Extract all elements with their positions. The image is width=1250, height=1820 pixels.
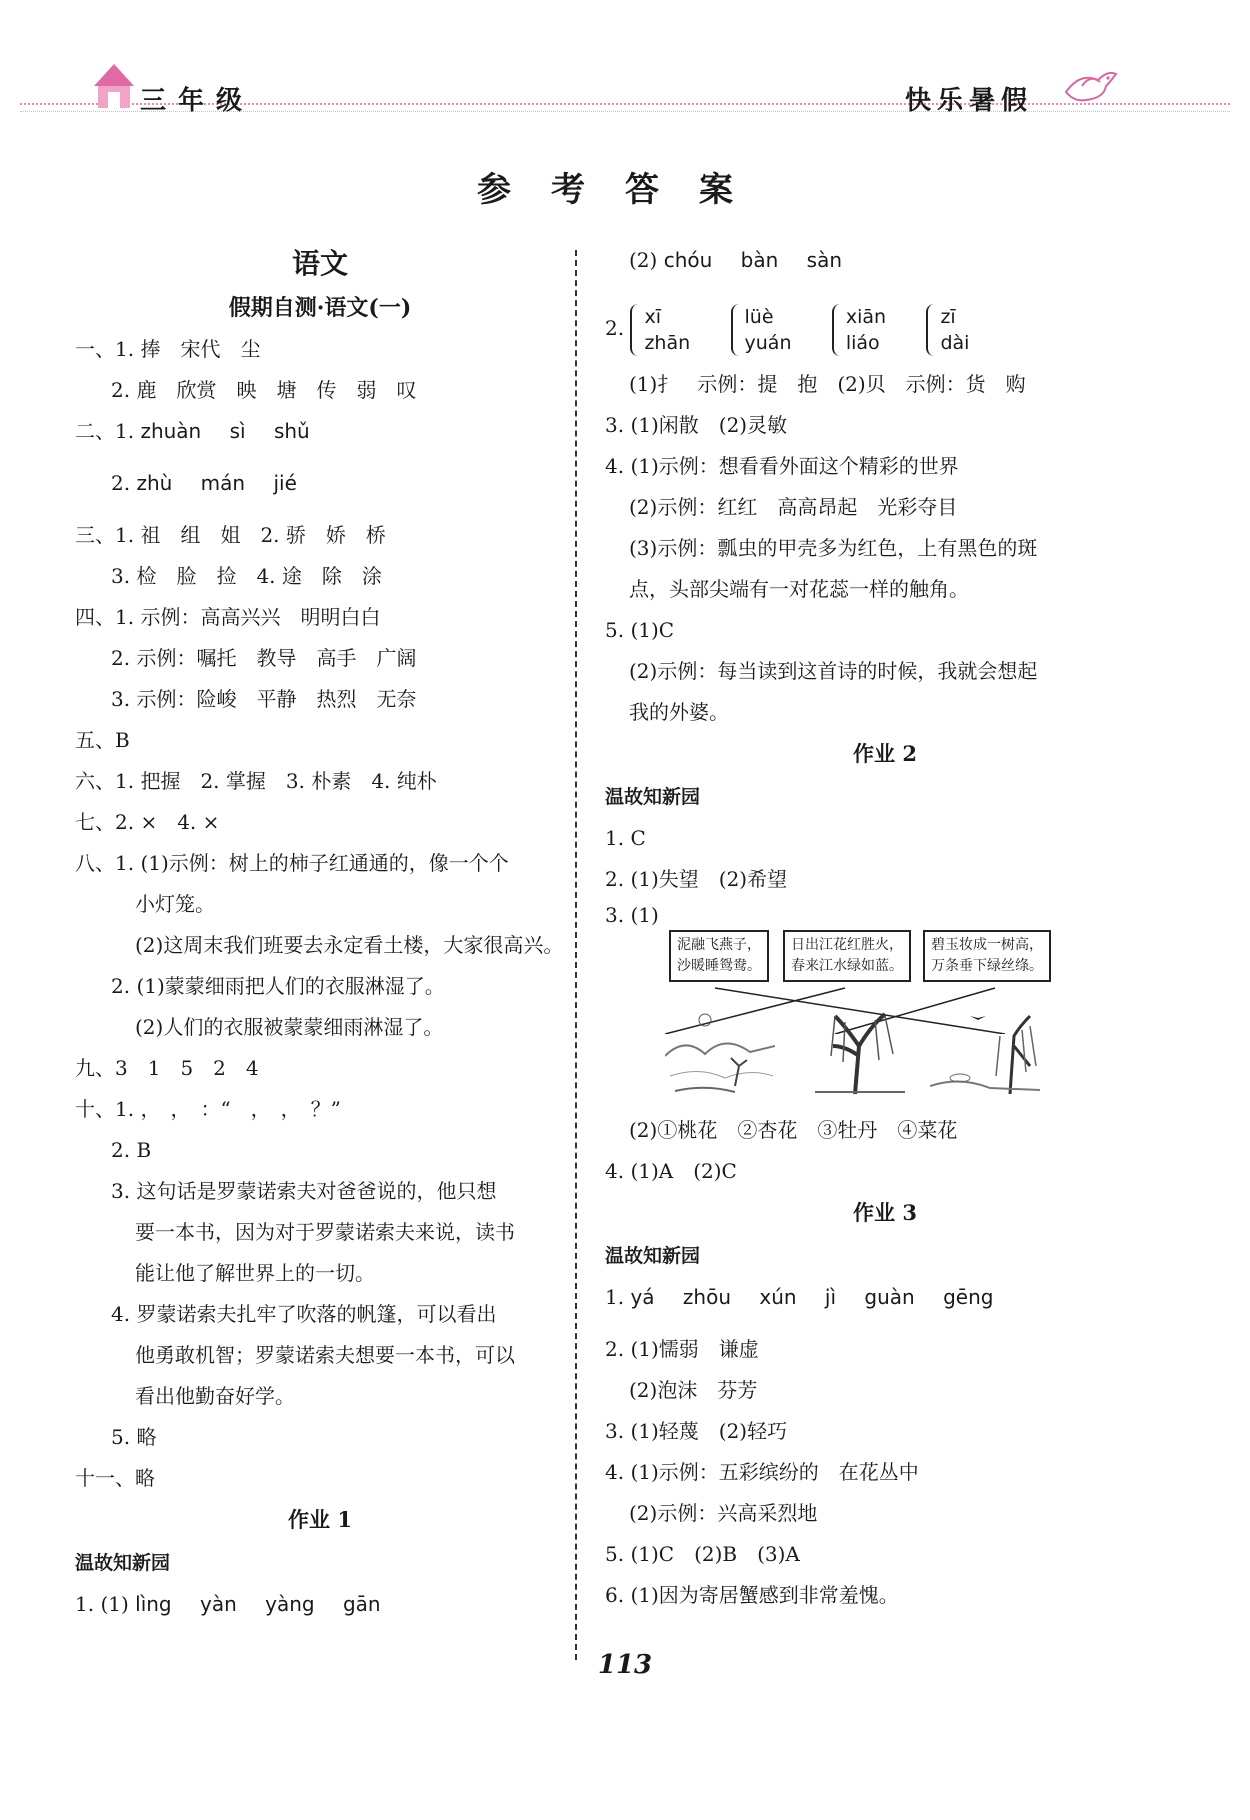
pinyin-item: zhù	[136, 471, 173, 495]
brace-icon	[832, 304, 842, 356]
answer-line: 要一本书，因为对于罗蒙诺索夫来说，读书	[135, 1220, 515, 1244]
bird-icon	[1060, 64, 1120, 108]
brace-answer-line	[605, 292, 1165, 364]
answer-line: 4. (1)示例：想看看外面这个精彩的世界	[605, 454, 959, 478]
answer-line: (2)示例：每当读到这首诗的时候，我就会想起	[629, 659, 1038, 683]
pinyin-item: lìng	[135, 1592, 172, 1616]
answer-line: 2. 鹿 欣赏 映 塘 传 弱 叹	[111, 378, 417, 402]
pinyin-answer-line	[75, 1584, 565, 1636]
homework-title: 作业 3	[853, 1200, 917, 1225]
poem-matching-boxes	[605, 930, 1165, 1000]
answer-line: 他勇敢机智；罗蒙诺索夫想要一本书，可以	[135, 1343, 515, 1367]
brace-bottom: dài	[940, 332, 970, 354]
brace-bottom: yuán	[744, 332, 792, 354]
answer-line: 十、1. ， ， ：“ ， ， ？”	[75, 1097, 341, 1121]
answer-line: (1)扌 示例：提 抱 (2)贝 示例：货 购	[629, 372, 1026, 396]
answer-line: 五、B	[75, 728, 130, 752]
answer-line: 2. (1)失望 (2)希望	[605, 867, 788, 891]
pinyin-item: sàn	[806, 248, 843, 272]
brace-top: xī	[644, 306, 661, 328]
brace-icon	[926, 304, 936, 356]
answer-line: 2. (1)蒙蒙细雨把人们的衣服淋湿了。	[111, 974, 445, 998]
pinyin-item: yàng	[265, 1592, 315, 1616]
poem-line: 日出江花红胜火，	[791, 937, 903, 953]
pinyin-answer-line	[605, 1277, 1165, 1329]
right-column	[605, 240, 1165, 1616]
pinyin-brace	[926, 294, 969, 366]
answer-label: (2)	[629, 248, 658, 272]
answer-line: 点，头部尖端有一对花蕊一样的触角。	[629, 577, 969, 601]
pinyin-brace	[630, 294, 690, 366]
pinyin-item: xún	[759, 1285, 797, 1309]
answer-line: 2. (1)懦弱 谦虚	[605, 1337, 759, 1361]
answer-line: 我的外婆。	[629, 700, 729, 724]
answer-label: 2.	[111, 471, 131, 495]
pinyin-answer-line	[75, 411, 565, 463]
section-title: 温故知新园	[605, 1245, 701, 1267]
answer-line: 5. 略	[111, 1425, 157, 1449]
pinyin-brace	[832, 294, 886, 366]
pinyin-item: shǔ	[273, 419, 310, 443]
answer-line: 3. 检 脸 捡 4. 途 除 涂	[111, 564, 382, 588]
page-title: 参考答案	[477, 170, 773, 210]
answer-line: 5. (1)C	[605, 618, 675, 642]
pinyin-answer-line	[605, 240, 1165, 292]
answer-line: 3. (1)	[605, 903, 659, 927]
homework-title: 作业 1	[288, 1507, 352, 1532]
answer-line: (2)人们的衣服被蒙蒙细雨淋湿了。	[135, 1015, 444, 1039]
test-title: 假期自测·语文(一)	[228, 295, 412, 321]
answer-label: 1.	[605, 1285, 625, 1309]
homework-title: 作业 2	[853, 741, 917, 766]
answer-line: (2)①桃花 ②杏花 ③牡丹 ④菜花	[629, 1118, 958, 1142]
answer-line: 3. (1)轻蔑 (2)轻巧	[605, 1419, 788, 1443]
answer-line: 七、2. × 4. ×	[75, 810, 220, 834]
answer-line: 十一、略	[75, 1466, 155, 1490]
answer-line: 4. (1)示例：五彩缤纷的 在花丛中	[605, 1460, 919, 1484]
pinyin-item: yàn	[199, 1592, 237, 1616]
page-header	[0, 0, 1250, 140]
pinyin-item: gān	[342, 1592, 381, 1616]
answer-label: 1. (1)	[75, 1592, 129, 1616]
answer-line: 三、1. 祖 组 姐 2. 骄 娇 桥	[75, 523, 386, 547]
brace-bottom: liáo	[845, 332, 880, 354]
pinyin-item: sì	[229, 419, 246, 443]
section-title: 温故知新园	[605, 786, 701, 808]
answer-line: 九、3 1 5 2 4	[75, 1056, 259, 1080]
poem-line: 春来江水绿如蓝。	[791, 958, 903, 974]
brace-bottom: zhān	[644, 332, 691, 354]
pinyin-item: bàn	[740, 248, 779, 272]
section-title: 温故知新园	[75, 1552, 171, 1574]
pinyin-answer-line	[75, 463, 565, 515]
answer-line: 5. (1)C (2)B (3)A	[605, 1542, 800, 1566]
willow-tree-picture	[815, 1006, 905, 1096]
answer-line: 3. 示例：险峻 平静 热烈 无奈	[111, 687, 417, 711]
subject-heading: 语文	[291, 247, 348, 280]
poem-pictures	[605, 1000, 1165, 1110]
pinyin-item: zhuàn	[140, 419, 202, 443]
brace-icon	[731, 304, 741, 356]
answer-line: 六、1. 把握 2. 掌握 3. 朴素 4. 纯朴	[75, 769, 437, 793]
answer-line: (2)泡沫 芬芳	[629, 1378, 758, 1402]
answer-line: (2)示例：红红 高高昂起 光彩夺目	[629, 495, 958, 519]
pinyin-item: guàn	[864, 1285, 915, 1309]
answer-line: 4. (1)A (2)C	[605, 1159, 737, 1183]
answer-line: 3. (1)闲散 (2)灵敏	[605, 413, 788, 437]
answer-line: 4. 罗蒙诺索夫扎牢了吹落的帆篷，可以看出	[111, 1302, 497, 1326]
answer-label: 2.	[605, 316, 625, 340]
left-column	[75, 240, 565, 1636]
pinyin-item: zhōu	[682, 1285, 731, 1309]
poem-line: 碧玉妆成一树高，	[931, 937, 1043, 953]
answer-line: 3. 这句话是罗蒙诺索夫对爸爸说的，他只想	[111, 1179, 497, 1203]
river-landscape-picture	[665, 1006, 775, 1096]
answer-line: 1. C	[605, 826, 646, 850]
pinyin-brace	[731, 294, 792, 366]
answer-line: 能让他了解世界上的一切。	[135, 1261, 375, 1285]
pinyin-item: jì	[824, 1285, 837, 1309]
house-icon	[92, 62, 136, 110]
pinyin-item: chóu	[663, 248, 713, 272]
answer-line: (2)示例：兴高采烈地	[629, 1501, 818, 1525]
pinyin-item: gēng	[943, 1285, 994, 1309]
poem-line: 泥融飞燕子，	[677, 937, 761, 953]
brace-icon	[630, 304, 640, 356]
swallow-willow-picture	[930, 1006, 1040, 1096]
brace-top: zī	[940, 306, 956, 328]
brace-top: lüè	[744, 306, 774, 328]
pinyin-item: jié	[273, 471, 297, 495]
book-title-label: 快乐暑假	[905, 86, 1034, 116]
brace-top: xiān	[845, 306, 887, 328]
answer-line: 2. B	[111, 1138, 152, 1162]
answer-line: 一、1. 捧 宋代 尘	[75, 337, 261, 361]
grade-label: 三年级	[140, 86, 255, 116]
answer-line: 八、1. (1)示例：树上的柿子红通通的，像一个个	[75, 851, 509, 875]
page-number: 113	[597, 1650, 653, 1680]
poem-line: 万条垂下绿丝绦。	[931, 958, 1043, 974]
answer-line: 6. (1)因为寄居蟹感到非常羞愧。	[605, 1583, 899, 1607]
answer-line: 小灯笼。	[135, 892, 215, 916]
poem-line: 沙暖睡鸳鸯。	[677, 958, 761, 974]
answer-line: 看出他勤奋好学。	[135, 1384, 295, 1408]
answer-line: 四、1. 示例：高高兴兴 明明白白	[75, 605, 381, 629]
pinyin-item: yá	[630, 1285, 655, 1309]
answer-label: 二、1.	[75, 419, 135, 443]
answer-line: (2)这周末我们班要去永定看土楼，大家很高兴。	[135, 933, 564, 957]
answer-line: 2. 示例：嘱托 教导 高手 广阔	[111, 646, 417, 670]
pinyin-item: mán	[200, 471, 246, 495]
answer-line: (3)示例：瓢虫的甲壳多为红色，上有黑色的斑	[629, 536, 1038, 560]
column-divider	[575, 250, 577, 1660]
